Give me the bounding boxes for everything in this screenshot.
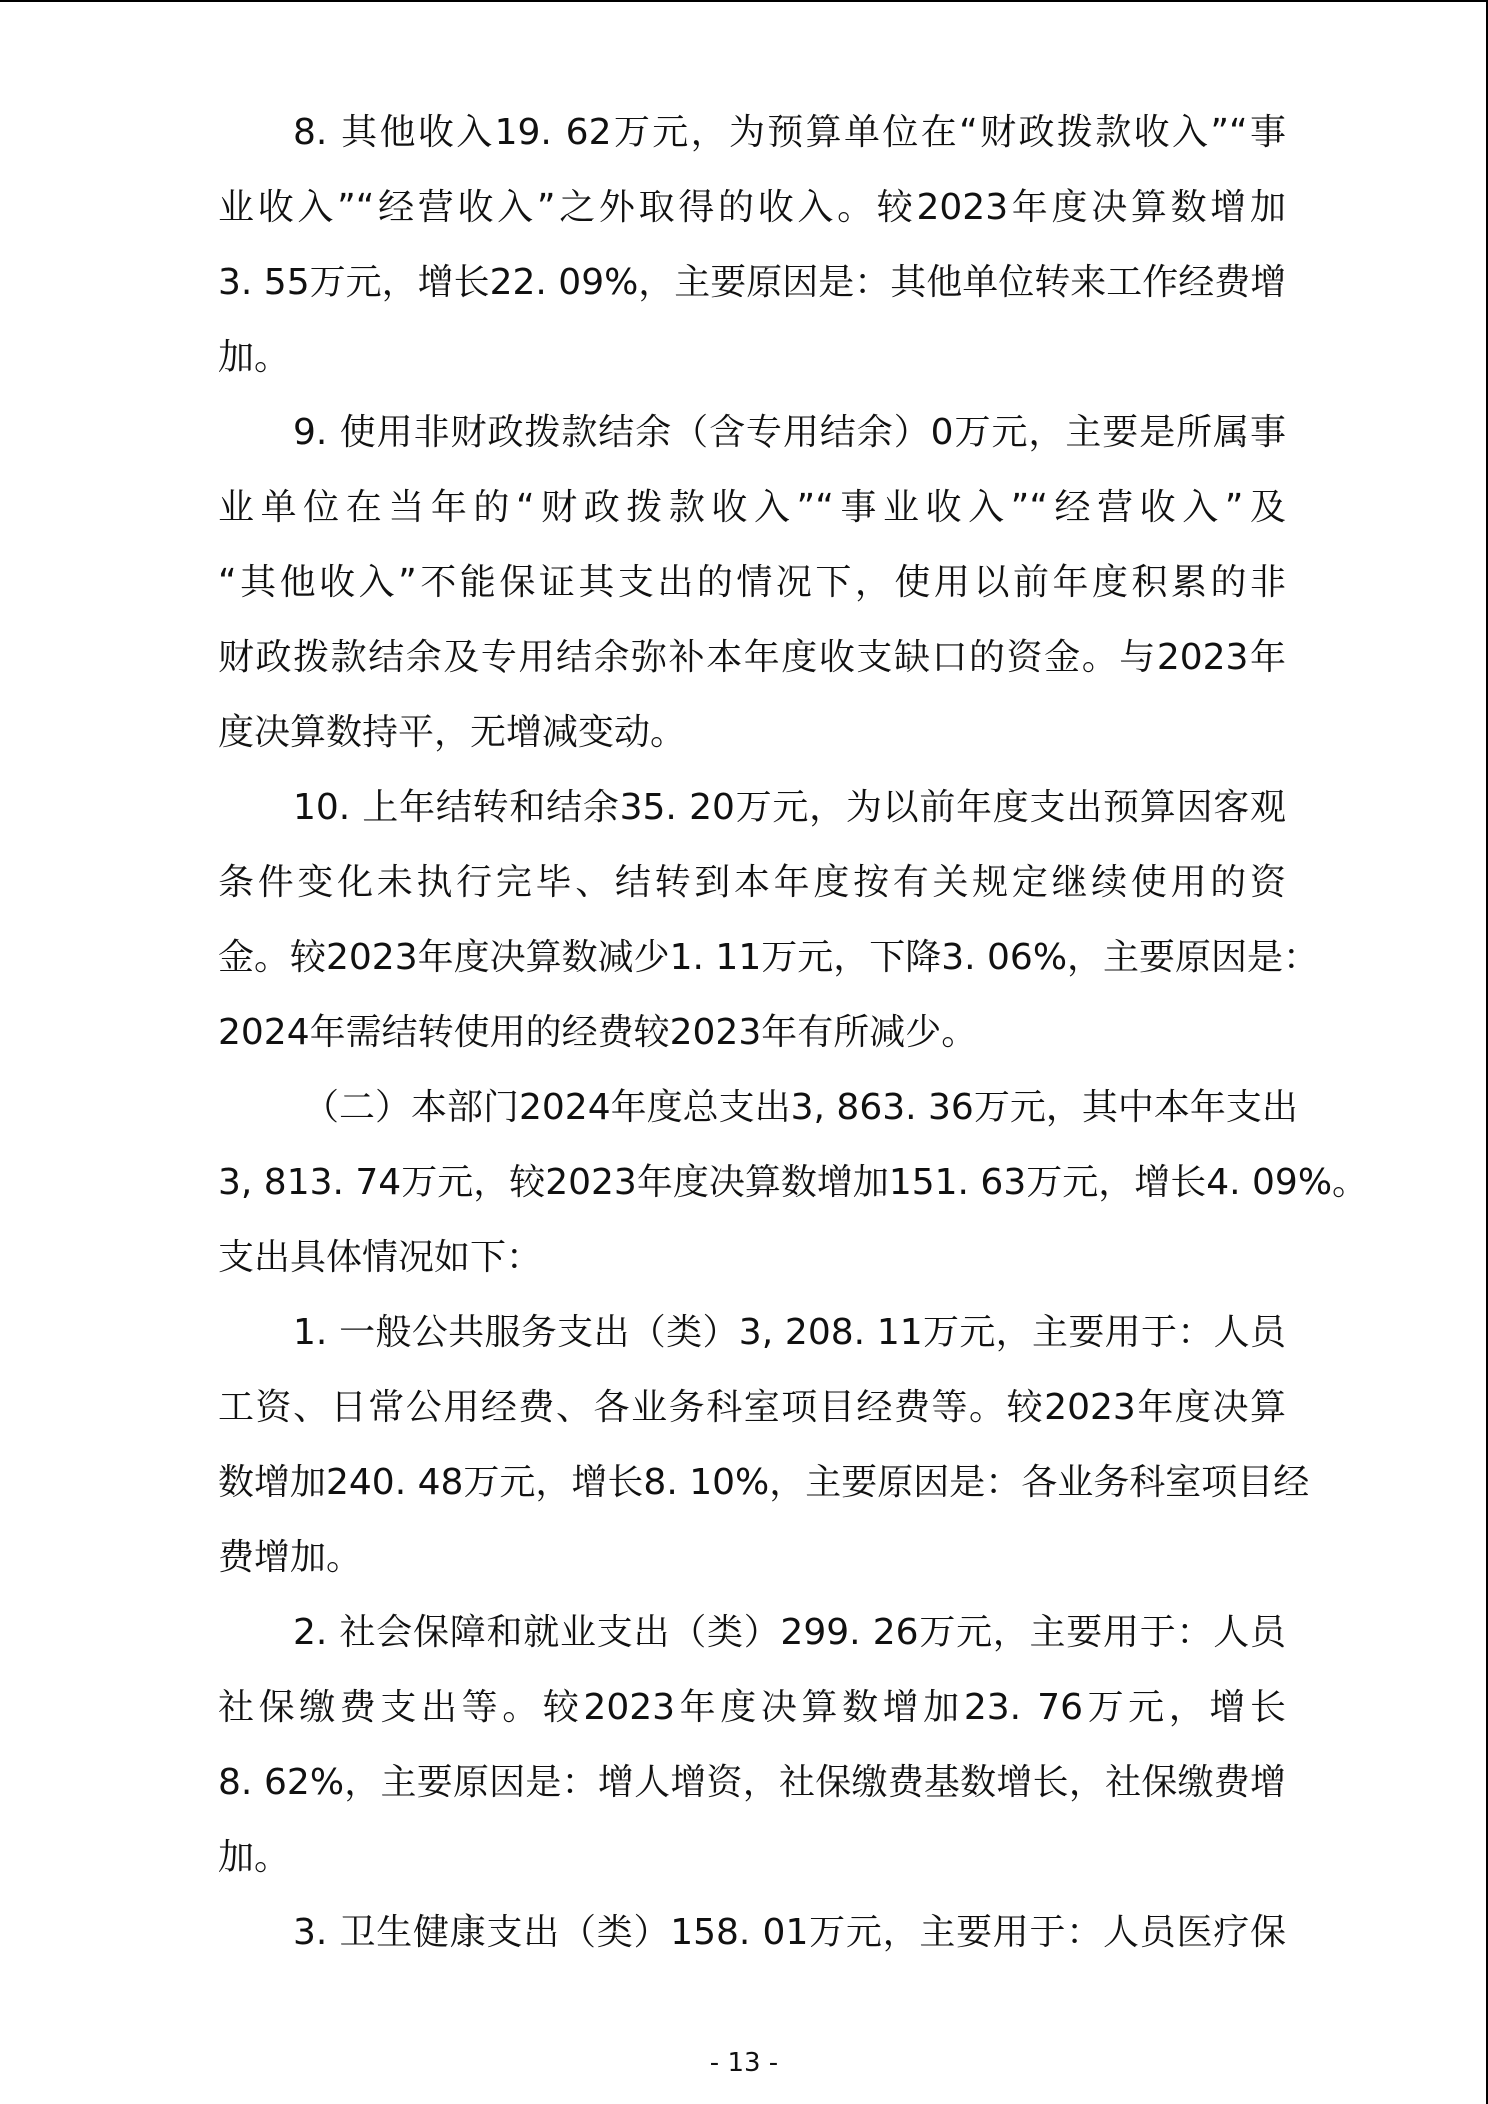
document-body (218, 95, 1369, 1970)
text-line: 1. 一般公共服务支出（类）3, 208. 11万元，主要用于：人员 (293, 1312, 1286, 1353)
page-number: - 13 - (709, 2048, 779, 2078)
text-line: “其他收入”不能保证其支出的情况下，使用以前年度积累的非 (218, 562, 1286, 603)
text-line: 支出具体情况如下： (218, 1237, 543, 1278)
text-line: 财政拨款结余及专用结余弥补本年度收支缺口的资金。与2023年 (218, 637, 1286, 678)
text-line: 10. 上年结转和结余35. 20万元，为以前年度支出预算因客观 (293, 787, 1286, 828)
text-line: 9. 使用非财政拨款结余（含专用结余）0万元，主要是所属事 (293, 412, 1286, 453)
text-line: 社保缴费支出等。较2023年度决算数增加23. 76万元，增长 (218, 1687, 1286, 1728)
text-line: 业收入”“经营收入”之外取得的收入。较2023年度决算数增加 (218, 187, 1286, 228)
text-line: 工资、日常公用经费、各业务科室项目经费等。较2023年度决算 (218, 1387, 1286, 1428)
text-line: 金。较2023年度决算数减少1. 11万元，下降3. 06%，主要原因是： (218, 937, 1320, 978)
text-line: 8. 其他收入19. 62万元，为预算单位在“财政拨款收入”“事 (293, 112, 1286, 153)
text-line: 加。 (218, 337, 291, 378)
text-line: 费增加。 (218, 1537, 363, 1578)
text-line: 8. 62%，主要原因是：增人增资，社保缴费基数增长，社保缴费增 (218, 1762, 1286, 1803)
text-line: 2024年需结转使用的经费较2023年有所减少。 (218, 1012, 978, 1053)
text-line: （二）本部门2024年度总支出3, 863. 36万元，其中本年支出 (303, 1087, 1298, 1128)
text-line: 3, 813. 74万元，较2023年度决算数增加151. 63万元，增长4. 09%。 (218, 1162, 1369, 1203)
text-line: 2. 社会保障和就业支出（类）299. 26万元，主要用于：人员 (293, 1612, 1286, 1653)
text-line: 条件变化未执行完毕、结转到本年度按有关规定继续使用的资 (218, 862, 1286, 903)
text-line: 3. 55万元，增长22. 09%，主要原因是：其他单位转来工作经费增 (218, 262, 1287, 303)
text-line: 数增加240. 48万元，增长8. 10%，主要原因是：各业务科室项目经 (218, 1462, 1310, 1503)
text-line: 3. 卫生健康支出（类）158. 01万元，主要用于：人员医疗保 (293, 1912, 1286, 1953)
text-line: 业单位在当年的“财政拨款收入”“事业收入”“经营收入”及 (218, 487, 1286, 528)
text-line: 加。 (218, 1837, 291, 1878)
text-line: 度决算数持平，无增减变动。 (218, 712, 687, 753)
